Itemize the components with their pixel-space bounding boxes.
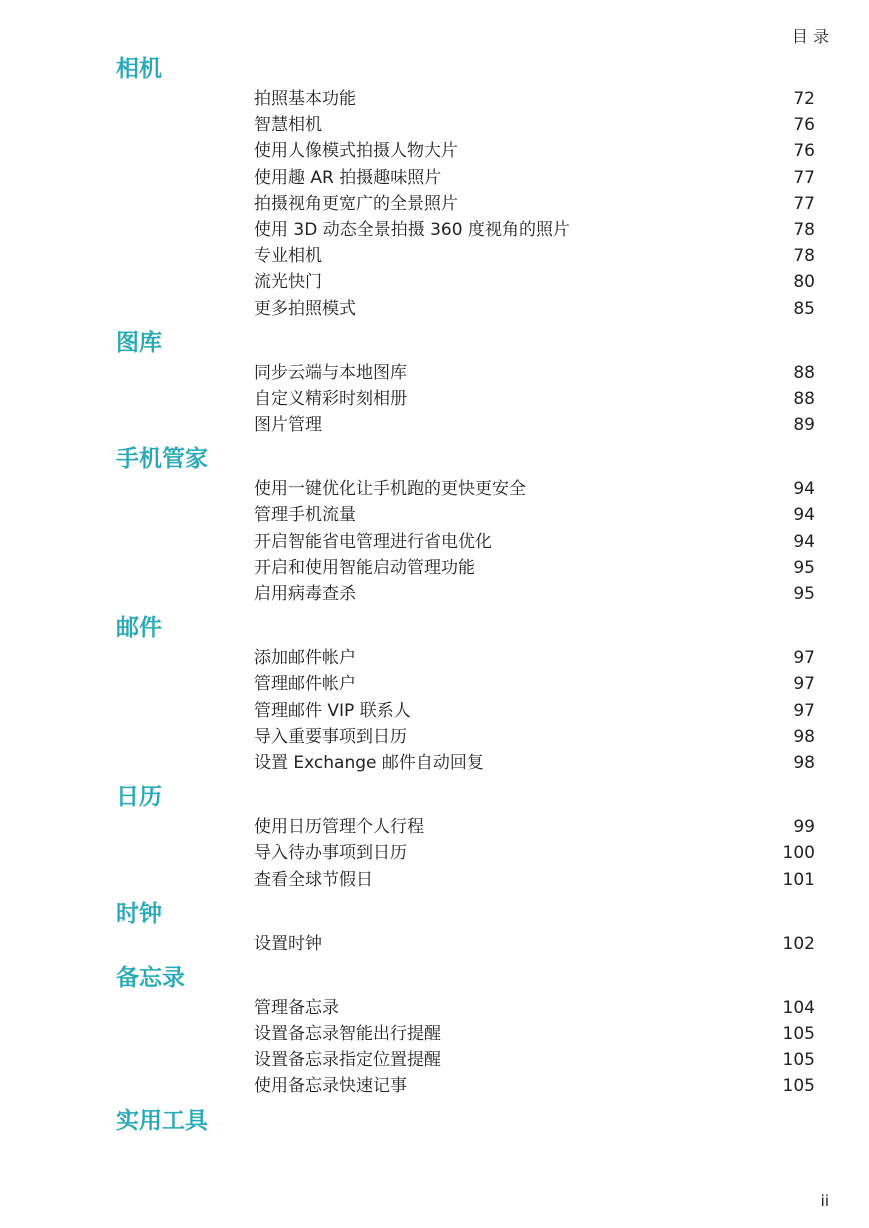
toc-entry-title: 使用 3D 动态全景拍摄 360 度视角的照片	[254, 219, 570, 240]
toc-entry-page-number: 88	[793, 362, 815, 383]
toc-entry[interactable]	[0, 581, 869, 607]
page-number: ii	[820, 1192, 829, 1210]
toc-entry-page-number: 78	[793, 219, 815, 240]
toc-section	[0, 326, 869, 439]
toc-entry-title: 流光快门	[254, 272, 322, 293]
toc-entry[interactable]	[0, 476, 869, 502]
toc-entry[interactable]	[0, 243, 869, 269]
toc-entry-page-number: 105	[782, 1076, 815, 1097]
toc-entry[interactable]	[0, 750, 869, 776]
toc-entry[interactable]	[0, 269, 869, 295]
toc-entry[interactable]	[0, 529, 869, 555]
toc-entry-title: 设置 Exchange 邮件自动回复	[254, 752, 484, 773]
toc-entry-page-number: 100	[782, 843, 815, 864]
toc-entry-page-number: 104	[782, 997, 815, 1018]
toc-entry-page-number: 76	[793, 115, 815, 136]
toc-entry[interactable]	[0, 698, 869, 724]
toc-entry-page-number: 102	[782, 933, 815, 954]
toc-entry-page-number: 95	[793, 557, 815, 578]
toc-entry[interactable]	[0, 814, 869, 840]
toc-entry[interactable]	[0, 1021, 869, 1047]
toc-entry-title: 使用一键优化让手机跑的更快更安全	[254, 479, 526, 500]
toc-entry-title: 使用备忘录快速记事	[254, 1076, 407, 1097]
toc-entry-page-number: 77	[793, 167, 815, 188]
toc-section	[0, 442, 869, 607]
toc-entry-page-number: 99	[793, 817, 815, 838]
toc-entry-title: 设置时钟	[254, 933, 322, 954]
toc-entry[interactable]	[0, 840, 869, 866]
toc-entry-page-number: 101	[782, 869, 815, 890]
toc-entry-page-number: 89	[793, 415, 815, 436]
toc-entry-page-number: 85	[793, 298, 815, 319]
page-header-title: 目 录	[791, 27, 829, 46]
toc-entry-title: 添加邮件帐户	[254, 648, 356, 669]
section-title: 日历	[116, 784, 162, 811]
toc-entry-title: 设置备忘录指定位置提醒	[254, 1050, 441, 1071]
toc-entry-title: 专业相机	[254, 246, 322, 267]
toc-entry[interactable]	[0, 360, 869, 386]
toc-entry-list	[0, 995, 869, 1100]
toc-entry-title: 管理邮件帐户	[254, 674, 356, 695]
toc-entry-page-number: 94	[793, 531, 815, 552]
toc-entry-title: 自定义精彩时刻相册	[254, 388, 407, 409]
toc-entry-page-number: 72	[793, 89, 815, 109]
toc-entry-list	[0, 931, 869, 957]
section-title: 相机	[116, 56, 162, 82]
toc-entry-page-number: 95	[793, 584, 815, 604]
toc-entry[interactable]	[0, 645, 869, 671]
section-title: 邮件	[116, 615, 162, 642]
toc-entry-title: 使用人像模式拍摄人物大片	[254, 141, 458, 162]
toc-entry-page-number: 105	[782, 1024, 815, 1045]
section-title: 实用工具	[116, 1107, 208, 1134]
toc-entry[interactable]	[0, 138, 869, 164]
section-title: 图库	[116, 329, 162, 356]
toc-entry[interactable]	[0, 217, 869, 243]
toc-entry[interactable]	[0, 671, 869, 697]
toc-entry-title: 导入重要事项到日历	[254, 726, 407, 747]
toc-section	[0, 897, 869, 957]
toc-entry-title: 拍照基本功能	[254, 89, 356, 109]
toc-entry-title: 管理手机流量	[254, 505, 356, 526]
toc-entry-page-number: 98	[793, 726, 815, 747]
toc-entry-title: 同步云端与本地图库	[254, 362, 407, 383]
toc-entry[interactable]	[0, 86, 869, 112]
toc-entry[interactable]	[0, 1073, 869, 1099]
toc-entry[interactable]	[0, 502, 869, 528]
toc-entry-page-number: 76	[793, 141, 815, 162]
toc-entry[interactable]	[0, 867, 869, 893]
toc-entry-title: 导入待办事项到日历	[254, 843, 407, 864]
toc-section	[0, 52, 869, 322]
toc-entry[interactable]	[0, 386, 869, 412]
toc-entry-title: 启用病毒查杀	[254, 584, 356, 604]
toc-entry-title: 更多拍照模式	[254, 298, 356, 319]
toc-entry-page-number: 97	[793, 700, 815, 721]
toc-entry-title: 开启智能省电管理进行省电优化	[254, 531, 492, 552]
toc-entry-page-number: 77	[793, 193, 815, 214]
toc-entry-page-number: 88	[793, 388, 815, 409]
section-title: 备忘录	[116, 964, 185, 991]
toc-entry[interactable]	[0, 555, 869, 581]
toc-entry-title: 开启和使用智能启动管理功能	[254, 557, 475, 578]
section-title: 手机管家	[116, 446, 208, 473]
toc-entry-title: 智慧相机	[254, 115, 322, 136]
toc-entry-page-number: 97	[793, 674, 815, 695]
toc-entry-title: 管理邮件 VIP 联系人	[254, 700, 411, 721]
toc-entry[interactable]	[0, 296, 869, 322]
toc-entry[interactable]	[0, 1047, 869, 1073]
toc-entry[interactable]	[0, 165, 869, 191]
toc-entry-page-number: 94	[793, 505, 815, 526]
toc-entry-title: 使用日历管理个人行程	[254, 817, 424, 838]
toc-entry-page-number: 97	[793, 648, 815, 669]
toc-entry-title: 使用趣 AR 拍摄趣味照片	[254, 167, 442, 188]
toc-entry-page-number: 105	[782, 1050, 815, 1071]
toc-entry-list	[0, 86, 869, 322]
toc-entry-page-number: 80	[793, 272, 815, 293]
toc-entry[interactable]	[0, 112, 869, 138]
toc-section	[0, 1104, 869, 1138]
toc-entry-title: 管理备忘录	[254, 997, 339, 1018]
toc-section	[0, 611, 869, 776]
toc-entry[interactable]	[0, 995, 869, 1021]
toc-entry-list	[0, 645, 869, 776]
toc-entry-title: 图片管理	[254, 415, 322, 436]
toc-entry-page-number: 78	[793, 246, 815, 267]
toc-entry-title: 设置备忘录智能出行提醒	[254, 1024, 441, 1045]
toc-section	[0, 961, 869, 1100]
toc-entry-list	[0, 476, 869, 607]
toc-entry-title: 查看全球节假日	[254, 869, 373, 890]
toc-entry[interactable]	[0, 191, 869, 217]
toc-entry-list	[0, 814, 869, 893]
toc-section	[0, 780, 869, 893]
toc-entry-title: 拍摄视角更宽广的全景照片	[254, 193, 458, 214]
toc-entry[interactable]	[0, 724, 869, 750]
section-title: 时钟	[116, 900, 162, 927]
table-of-contents	[0, 52, 869, 1142]
toc-entry[interactable]	[0, 931, 869, 957]
toc-entry[interactable]	[0, 412, 869, 438]
toc-entry-list	[0, 360, 869, 439]
toc-entry-page-number: 94	[793, 479, 815, 500]
toc-entry-page-number: 98	[793, 752, 815, 773]
